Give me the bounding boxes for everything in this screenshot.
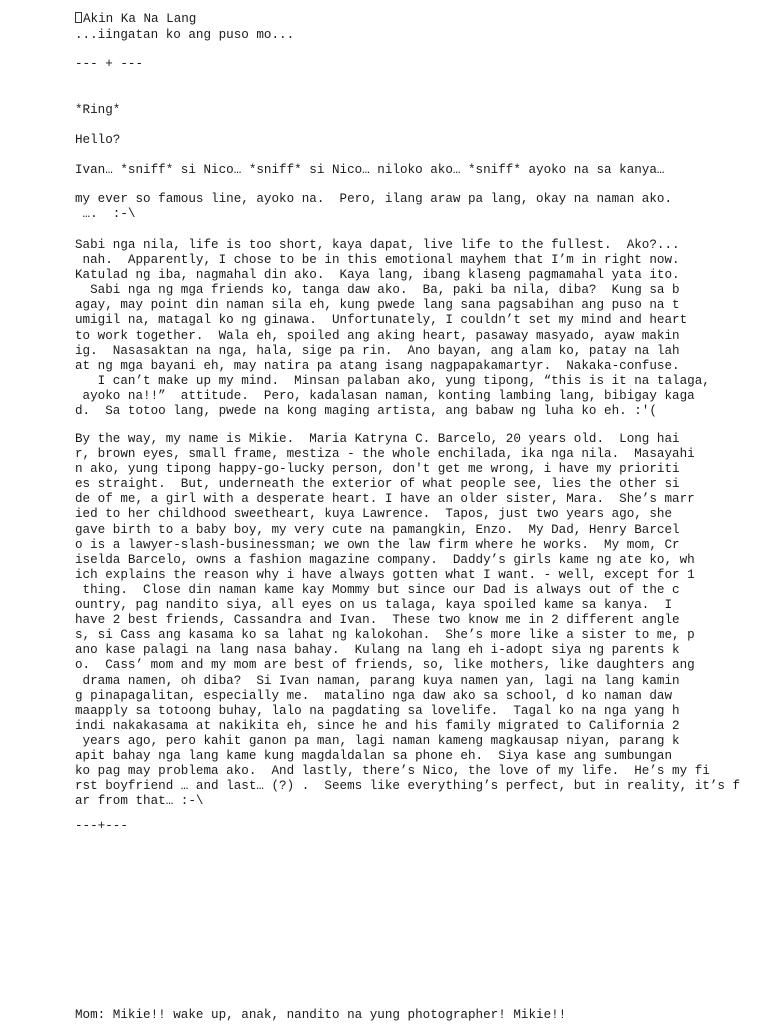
text-line: r, brown eyes, small frame, mestiza - the whole enchilada, ika nga nila. Masayahi (75, 447, 695, 462)
text-line: thing. Close din naman kame kay Mommy but since our Dad is always out of the c (75, 582, 680, 597)
missing-glyph-icon (75, 12, 82, 23)
text-line: Sabi nga ng mga friends ko, tanga daw ako. Ba, paki ba nila, diba? Kung sa b (75, 283, 680, 298)
title-text: Akin Ka Na Lang (83, 12, 197, 26)
text-line: rst boyfriend … and last… (?) . Seems like everything’s perfect, but in reality, it’s f (75, 779, 741, 794)
text-line: ano kase palagi na lang nasa bahay. Kulang na lang eh i-adopt siya ng parents k (75, 643, 680, 658)
text-line: Katulad ng iba, nagmahal din ako. Kaya lang, ibang klaseng pagmamahal yata ito. (75, 268, 680, 283)
document-title (75, 12, 196, 27)
text-line: ountry, pag nandito siya, all eyes on us talaga, kaya spoiled kame sa kanya. I (75, 598, 673, 613)
text-line: apit bahay nga lang kame kung magdaldalan sa phone eh. Siya kase ang sumbungan (75, 748, 673, 763)
text-line: iselda Barcelo, owns a fashion magazine company. Daddy’s girls kame ng ate ko, wh (75, 552, 695, 567)
text-line: umigil na, matagal ko ng ginawa. Unfortunately, I couldn’t set my mind and heart (75, 313, 688, 328)
text-line: n ako, yung tipong happy-go-lucky person, don't get me wrong, i have my prioriti (75, 462, 680, 477)
text-line: drama namen, oh diba? Si Ivan naman, parang kuya namen yan, lagi na lang kamin (75, 673, 680, 688)
text-line: g pinapagalitan, especially me. matalino nga daw ako sa school, d ko naman daw (75, 688, 673, 703)
ivan-line: Ivan… *sniff* si Nico… *sniff* si Nico… niloko ako… *sniff* ayoko na sa kanya… (75, 163, 665, 177)
text-line: ar from that… :-\ (75, 794, 204, 809)
text-line: de of me, a girl with a desperate heart. I have an older sister, Mara. She’s marr (75, 492, 695, 507)
text-line: gave birth to a baby boy, my very cute na pamangkin, Enzo. My Dad, Henry Barcel (75, 522, 680, 537)
document-subtitle: ...iingatan ko ang puso mo... (75, 28, 295, 42)
paragraph-2 (75, 432, 740, 809)
scene-separator-2: ---+--- (75, 819, 128, 833)
famous-line-2: …. :-\ (75, 207, 136, 221)
text-line: maapply sa totoong buhay, lalo na pagdating sa lovelife. Tagal ko na nga yang h (75, 703, 680, 718)
paragraph-1 (75, 238, 710, 419)
text-line: nah. Apparently, I chose to be in this emotional mayhem that I’m in right now. (75, 253, 680, 268)
text-line: o is a lawyer-slash-businessman; we own the law firm where he works. My mom, Cr (75, 537, 680, 552)
text-line: By the way, my name is Mikie. Maria Katryna C. Barcelo, 20 years old. Long hai (75, 432, 680, 446)
text-line: agay, may point din naman sila eh, kung pwede lang sana pagsabihan ang puso na t (75, 298, 680, 313)
text-line: years ago, pero kahit ganon pa man, lagi naman kameng magkausap niyan, parang k (75, 733, 680, 748)
hello-line: Hello? (75, 133, 121, 147)
text-line: d. Sa totoo lang, pwede na kong maging artista, ang babaw ng luha ko eh. :'( (75, 404, 657, 419)
text-line: ied to her childhood sweetheart, kuya Lawrence. Tapos, just two years ago, she (75, 507, 673, 522)
text-line: to work together. Wala eh, spoiled ang aking heart, pasaway masyado, ayaw makin (75, 328, 680, 343)
scene-separator: --- + --- (75, 57, 144, 71)
text-line: ayoko na!!” attitude. Pero, kadalasan naman, konting lambing lang, bibigay kaga (75, 388, 695, 403)
text-line: ich explains the reason why i have always gotten what I want. - well, except for 1 (75, 567, 695, 582)
famous-line-1: my ever so famous line, ayoko na. Pero, ilang araw pa lang, okay na naman ako. (75, 192, 673, 206)
ring-line: *Ring* (75, 103, 121, 117)
mom-line: Mom: Mikie!! wake up, anak, nandito na yung photographer! Mikie!! (75, 1008, 567, 1022)
text-line: Sabi nga nila, life is too short, kaya dapat, live life to the fullest. Ako?... (75, 238, 680, 252)
text-line: es straight. But, underneath the exterior of what people see, lies the other si (75, 477, 680, 492)
text-line: indi nakakasama at nakikita eh, since he and his family migrated to California 2 (75, 718, 680, 733)
text-line: ig. Nasasaktan na nga, hala, sige pa rin. Ano bayan, ang alam ko, patay na lah (75, 343, 680, 358)
text-line: at ng mga bayani eh, may natira pa atang isang nagpapakamartyr. Nakaka-confuse. (75, 358, 680, 373)
text-line: ko pag may problema ako. And lastly, there’s Nico, the love of my life. He’s my fi (75, 764, 710, 779)
text-line: I can’t make up my mind. Minsan palaban ako, yung tipong, “this is it na talaga, (75, 373, 710, 388)
text-line: s, si Cass ang kasama ko sa lahat ng kalokohan. She’s more like a sister to me, p (75, 628, 695, 643)
text-line: have 2 best friends, Cassandra and Ivan. These two know me in 2 different angle (75, 613, 680, 628)
text-line: o. Cass’ mom and my mom are best of friends, so, like mothers, like daughters ang (75, 658, 695, 673)
